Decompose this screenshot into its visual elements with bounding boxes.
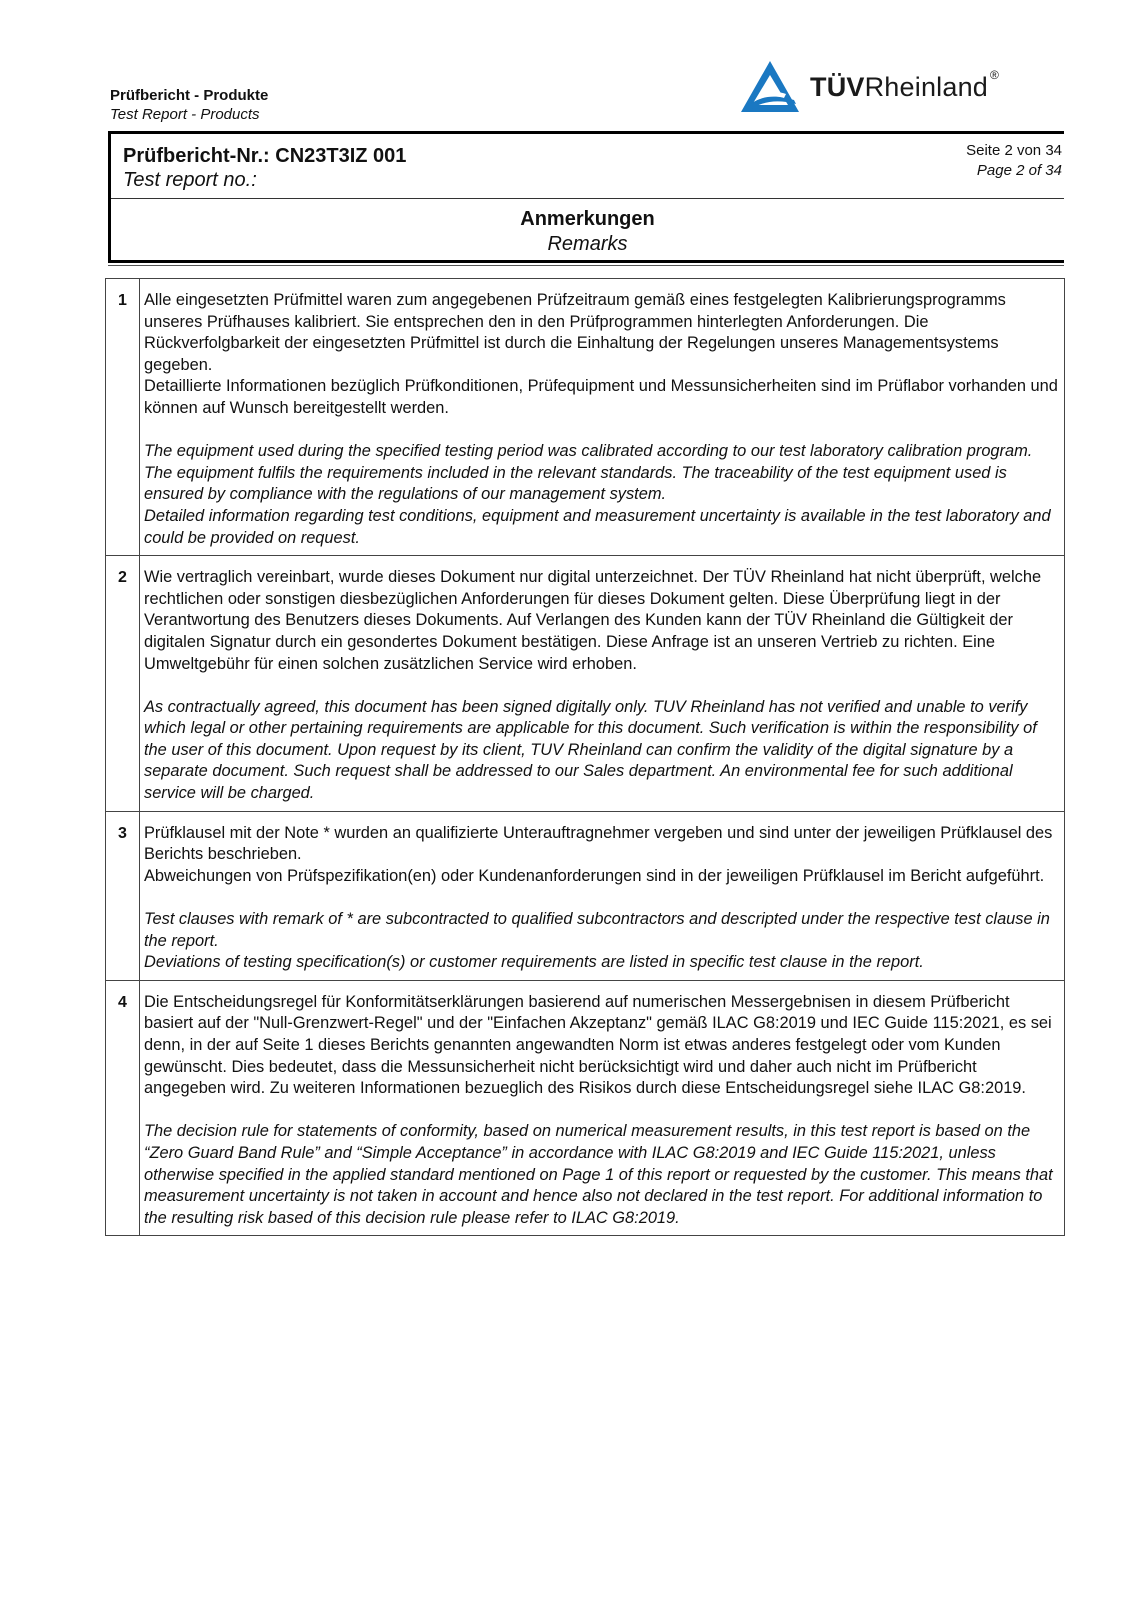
tuv-triangle-logo-icon xyxy=(738,58,802,116)
remark-text xyxy=(140,980,1065,1236)
remark-en: Test clauses with remark of * are subcontracted to qualified subcontractors and descripted under the respective test clause in the report. Deviations of testing specification(s) or customer requirements are listed in specific test clause in the report. xyxy=(144,910,1050,972)
remark-row xyxy=(106,556,1065,812)
page-header xyxy=(110,86,268,124)
report-number-label-en: Test report no.: xyxy=(123,169,257,191)
section-title xyxy=(111,199,1064,257)
page-indicator xyxy=(966,141,1062,181)
report-type-de: Prüfbericht - Produkte xyxy=(110,87,269,104)
report-type-en: Test Report - Products xyxy=(110,106,260,123)
report-number-label-de: Prüfbericht-Nr.: xyxy=(123,145,270,167)
remark-de: Alle eingesetzten Prüfmittel waren zum angegebenen Prüfzeitraum gemäß eines festgelegten Kalibrierungsprogramms unseres Prüfhauses kalibriert. Sie entsprechen den in den Prüfprogrammen hinterlegten Anforderungen. Die Rückverfolgbarkeit der eingesetzten Prüfmittel ist durch die Einhaltung der Regelungen unseres Managementsystems gegeben. Detaillierte Informationen bezüglich Prüfkonditionen, Prüfequipment und Messunsicherheiten sind im Prüflabor vorhanden und können auf Wunsch bereitgestellt werden. xyxy=(144,291,1058,417)
section-title-en: Remarks xyxy=(547,233,628,255)
report-number-row xyxy=(111,134,1064,199)
remark-number: 3 xyxy=(106,811,140,980)
remark-number: 2 xyxy=(106,556,140,812)
remark-en: The decision rule for statements of conformity, based on numerical measurement results, in this test report is based on the “Zero Guard Band Rule” and “Simple Acceptance” in accordance with ILAC G8:2019 and IEC Guide 115:2021, unless otherwise specified in the applied standard mentioned on Page 1 of this report or requested by the customer. This means that measurement uncertainty is not taken in account and hence also not declared in the test report. For additional information to the resulting risk based of this decision rule please refer to ILAC G8:2019. xyxy=(144,1122,1053,1227)
remark-row xyxy=(106,811,1065,980)
report-number xyxy=(123,144,406,192)
tuv-rheinland-logo xyxy=(738,58,999,116)
remark-row xyxy=(106,279,1065,556)
page-indicator-en: Page 2 of 34 xyxy=(976,162,1062,179)
page-indicator-de: Seite 2 von 34 xyxy=(966,142,1062,159)
remark-number: 4 xyxy=(106,980,140,1236)
remark-en: As contractually agreed, this document has been signed digitally only. TUV Rheinland has not verified and unable to verify which legal or other pertaining requirements are applicable for this document. Such verification is within the responsibility of the user of this document. Upon request by its client, TUV Rheinland can confirm the validity of the digital signature by a separate document. Such request shall be addressed to our Sales department. An environmental fee for such additional service will be charged. xyxy=(144,697,1037,803)
remark-text xyxy=(140,279,1065,556)
report-number-value: CN23T3IZ 001 xyxy=(275,145,407,167)
remark-number: 1 xyxy=(106,279,140,556)
remark-row xyxy=(106,980,1065,1236)
remark-en: The equipment used during the specified testing period was calibrated according to our test laboratory calibration program. The equipment fulfils the requirements included in the relevant standards. The traceability of the test equipment used is ensured by compliance with the regulations of our management system. Detailed information regarding test conditions, equipment and measurement uncertainty is available in the test laboratory and could be provided on request. xyxy=(144,442,1051,547)
remark-text xyxy=(140,811,1065,980)
section-title-de: Anmerkungen xyxy=(520,208,655,230)
remark-de: Wie vertraglich vereinbart, wurde dieses Dokument nur digital unterzeichnet. Der TÜV Rheinland hat nicht überprüft, welche rechtlichen oder sonstigen diesbezüglichen Anforderungen für dieses Dokument gelten. Diese Überprüfung liegt in der Verantwortung des Benutzers dieses Dokuments. Auf Verlangen des Kunden kann der TÜV Rheinland die Gültigkeit der digitalen Signatur durch ein gesondertes Dokument bestätigen. Diese Anfrage ist an unseren Vertrieb zu richten. Eine Umweltgebühr für einen solchen zusätzlichen Service wird erhoben. xyxy=(144,568,1042,673)
remark-de: Prüfklausel mit der Note * wurden an qualifizierte Unterauftragnehmer vergeben und sind unter der jeweiligen Prüfklausel des Berichts beschrieben. Abweichungen von Prüfspezifikation(en) oder Kundenanforderungen sind in der jeweiligen Prüfklausel im Bericht aufgeführt. xyxy=(144,823,1053,885)
remark-text xyxy=(140,556,1065,812)
remarks-table xyxy=(105,278,1065,1236)
remark-de: Die Entscheidungsregel für Konformitätserklärungen basierend auf numerischen Messergebnisen in diesem Prüfbericht basiert auf der "Null-Grenzwert-Regel" und der "Einfachen Akzeptanz" gemäß ILAC G8:2019 und IEC Guide 115:2021, es sei denn, in der auf Seite 1 dieses Berichts genannten angewandten Norm ist etwas anderes festgelegt oder vom Kunden gewünscht. Dies bedeutet, dass die Messunsicherheit nicht berücksichtigt wird und daher auch nicht im Prüfbericht angegeben wird. Zu weiteren Informationen bezueglich des Risikos durch diese Entscheidungsregel siehe ILAC G8:2019. xyxy=(144,992,1052,1098)
logo-wordmark: TÜVRheinland ® xyxy=(810,67,1000,102)
header-underline xyxy=(108,265,1064,266)
report-header-box xyxy=(108,131,1064,263)
